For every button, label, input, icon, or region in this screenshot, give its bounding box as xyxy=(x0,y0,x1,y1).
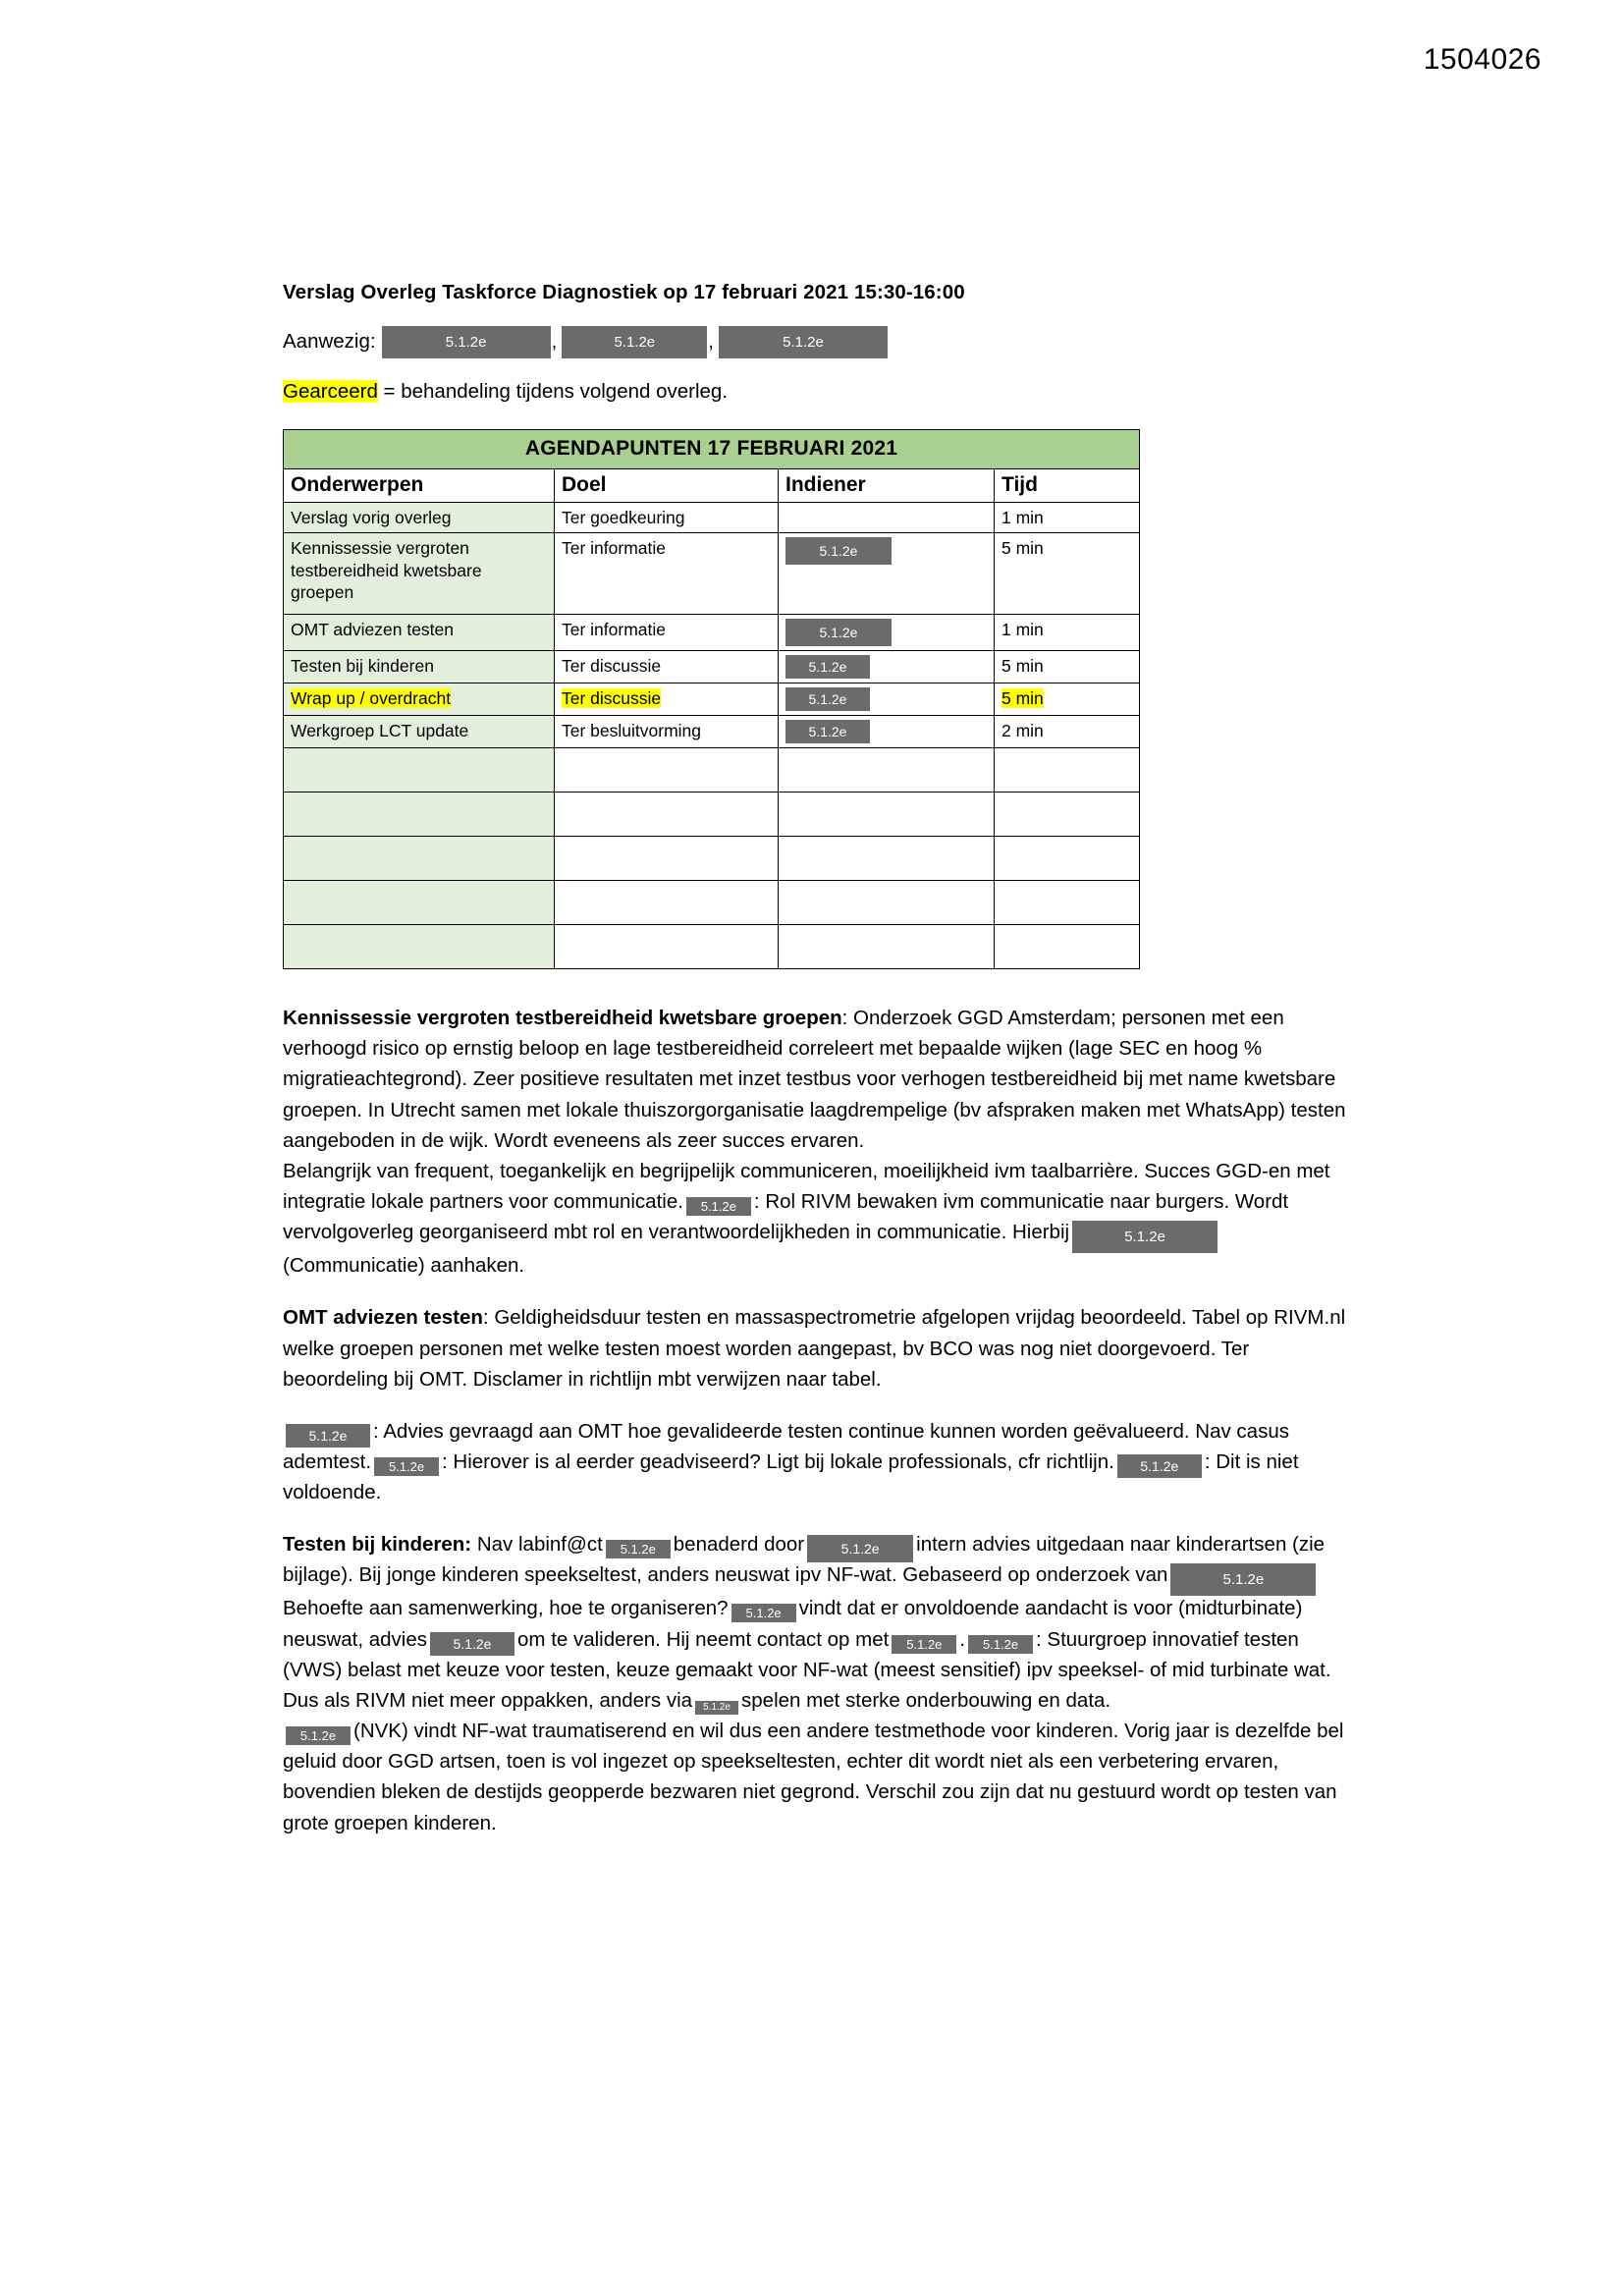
section-kennissessie-text-2a: Belangrijk van frequent, toegankelijk en begrijpelijk communiceren, moeilijkheid ivm taalbarrière. Succes GGD-en met integratie lokale partners voor communicatie. xyxy=(283,1159,1330,1214)
section-kinderen-text-b: benaderd door xyxy=(673,1533,805,1557)
redaction-inline: 5.1.2e xyxy=(892,1635,956,1654)
cell-tijd xyxy=(995,837,1140,881)
cell-doel xyxy=(555,793,779,837)
legend-highlight-word: Gearceerd xyxy=(283,380,378,403)
redaction-inline: 5.1.2e xyxy=(695,1701,738,1715)
table-row-empty xyxy=(284,881,1140,925)
cell-doel-text: Ter discussie xyxy=(562,688,662,709)
redaction-attendee-1: 5.1.2e xyxy=(382,326,551,358)
section-kinderen-text-d: Behoefte aan samenwerking, hoe te organiseren? xyxy=(283,1597,729,1620)
cell-doel: Ter besluitvorming xyxy=(555,716,779,748)
section-kennissessie-heading: Kennissessie vergroten testbereidheid kwetsbare groepen xyxy=(283,1007,842,1030)
cell-tijd: 1 min xyxy=(995,615,1140,651)
redaction-attendee-3: 5.1.2e xyxy=(719,326,888,358)
cell-indiener xyxy=(779,793,995,837)
redaction-indiener: 5.1.2e xyxy=(785,687,870,711)
cell-tijd xyxy=(995,925,1140,969)
redaction-inline: 5.1.2e xyxy=(430,1632,514,1656)
section-kinderen-paragraph-1 xyxy=(283,1529,1353,1716)
cell-onderwerp xyxy=(284,793,555,837)
cell-doel: Ter informatie xyxy=(555,533,779,615)
cell-onderwerp: Werkgroep LCT update xyxy=(284,716,555,748)
cell-doel: Ter discussie xyxy=(555,651,779,683)
cell-onderwerp xyxy=(284,881,555,925)
cell-tijd: 5 min xyxy=(995,533,1140,615)
redaction-inline: 5.1.2e xyxy=(1117,1454,1202,1478)
redaction-inline: 5.1.2e xyxy=(968,1635,1033,1654)
attendees-line xyxy=(283,326,1353,358)
section-omt-text-2b: : Hierover is al eerder geadviseerd? Ligt bij lokale professionals, cfr richtlijn. xyxy=(442,1450,1114,1474)
cell-indiener xyxy=(779,502,995,532)
cell-tijd xyxy=(995,748,1140,793)
table-row xyxy=(284,716,1140,748)
cell-onderwerp: Testen bij kinderen xyxy=(284,651,555,683)
cell-doel xyxy=(555,925,779,969)
section-kennissessie-text-1: : Onderzoek GGD Amsterdam; personen met een verhoogd risico op ernstig beloop en lage testbereidheid correleert met bepaalde wijken (lage SEC en hoog % migratieachtegrond). Zeer positieve resultaten met inzet testbus voor verhogen testbereidheid bij met name kwetsbare groepen. In Utrecht samen met lokale thuiszorgorganisatie laagdrempelige (bv afspraken maken met WhatsApp) testen aangeboden in de wijk. Wordt eveneens als zeer succes ervaren. xyxy=(283,1007,1346,1152)
table-row-empty xyxy=(284,793,1140,837)
cell-indiener xyxy=(779,533,995,615)
document-title: Verslag Overleg Taskforce Diagnostiek op 17 februari 2021 15:30-16:00 xyxy=(283,281,965,303)
cell-onderwerp: Verslag vorig overleg xyxy=(284,502,555,532)
cell-indiener xyxy=(779,925,995,969)
column-header-indiener: Indiener xyxy=(779,468,995,502)
table-row xyxy=(284,651,1140,683)
cell-doel: Ter goedkeuring xyxy=(555,502,779,532)
column-header-tijd: Tijd xyxy=(995,468,1140,502)
section-kinderen-paragraph-2 xyxy=(283,1716,1353,1838)
redaction-attendee-2: 5.1.2e xyxy=(562,326,707,358)
attendees-label: Aanwezig: xyxy=(283,330,376,354)
cell-doel xyxy=(555,683,779,716)
section-kennissessie-paragraph-1 xyxy=(283,1003,1353,1156)
section-kennissessie-text-2c: (Communicatie) aanhaken. xyxy=(283,1254,525,1278)
redaction-inline: 5.1.2e xyxy=(686,1197,751,1216)
cell-onderwerp: Kennissessie vergroten testbereidheid kwetsbare groepen xyxy=(284,533,555,615)
cell-indiener xyxy=(779,615,995,651)
section-omt-paragraph-1 xyxy=(283,1302,1353,1394)
table-row-empty xyxy=(284,925,1140,969)
redaction-inline: 5.1.2e xyxy=(374,1457,439,1476)
cell-doel: Ter informatie xyxy=(555,615,779,651)
section-kennissessie-text-2b: : Rol RIVM bewaken ivm communicatie naar burgers. Wordt vervolgoverleg georganiseerd mbt rol en verantwoordelijkheden in communicatie. Hierbij xyxy=(283,1190,1289,1244)
table-row xyxy=(284,615,1140,651)
section-omt-text-2c: : Dit is niet voldoende. xyxy=(283,1450,1299,1504)
redaction-inline: 5.1.2e xyxy=(1072,1221,1218,1253)
cell-onderwerp xyxy=(284,925,555,969)
cell-doel xyxy=(555,881,779,925)
cell-onderwerp xyxy=(284,683,555,716)
cell-indiener xyxy=(779,716,995,748)
page-number: 1504026 xyxy=(1423,43,1542,76)
section-kinderen-text-c: intern advies uitgedaan naar kinderartsen (zie bijlage). Bij jonge kinderen speekseltest, anders neuswat ipv NF-wat. Gebaseerd op onderzoek van xyxy=(283,1533,1326,1587)
agenda-table xyxy=(283,429,1140,969)
table-row xyxy=(284,502,1140,532)
cell-tijd xyxy=(995,881,1140,925)
section-omt-text-2a: : Advies gevraagd aan OMT hoe gevalideerde testen continue kunnen worden geëvalueerd. Nav casus ademtest. xyxy=(283,1419,1289,1474)
section-omt-paragraph-2 xyxy=(283,1416,1353,1507)
section-kinderen-text-f: om te valideren. Hij neemt contact op met xyxy=(517,1627,890,1651)
cell-indiener xyxy=(779,651,995,683)
redaction-inline: 5.1.2e xyxy=(731,1604,796,1622)
cell-onderwerp xyxy=(284,837,555,881)
column-header-doel: Doel xyxy=(555,468,779,502)
cell-tijd xyxy=(995,793,1140,837)
redaction-inline: 5.1.2e xyxy=(286,1424,370,1448)
cell-tijd: 1 min xyxy=(995,502,1140,532)
cell-indiener xyxy=(779,881,995,925)
attendee-separator-2: , xyxy=(708,330,714,354)
cell-indiener xyxy=(779,748,995,793)
table-row-empty xyxy=(284,837,1140,881)
cell-tijd xyxy=(995,683,1140,716)
redaction-indiener: 5.1.2e xyxy=(785,619,892,646)
cell-onderwerp-text: Wrap up / overdracht xyxy=(291,688,452,709)
section-omt-heading: OMT adviezen testen xyxy=(283,1306,483,1330)
legend-rest: = behandeling tijdens volgend overleg. xyxy=(377,380,729,403)
document-body xyxy=(283,281,1353,1860)
legend-line xyxy=(283,380,1353,404)
redaction-indiener: 5.1.2e xyxy=(785,720,870,743)
cell-onderwerp xyxy=(284,748,555,793)
agenda-table-header-row xyxy=(284,468,1140,502)
section-kinderen-text-g: . xyxy=(959,1627,966,1651)
section-kinderen-text-a: Nav labinf@ct xyxy=(476,1533,603,1557)
section-omt-text-1: : Geldigheidsduur testen en massaspectrometrie afgelopen vrijdag beoordeeld. Tabel op RIVM.nl welke groepen personen met welke testen moest worden aangepast, bv BCO was nog niet doorgevoerd. Ter beoordeling bij OMT. Disclamer in richtlijn mbt verwijzen naar tabel. xyxy=(283,1306,1346,1391)
cell-doel xyxy=(555,837,779,881)
redaction-inline: 5.1.2e xyxy=(606,1540,671,1558)
section-kinderen-text-e: vindt dat er onvoldoende aandacht is voor (midturbinate) neuswat, advies xyxy=(283,1597,1303,1651)
cell-onderwerp: OMT adviezen testen xyxy=(284,615,555,651)
redaction-indiener: 5.1.2e xyxy=(785,655,870,679)
section-kennissessie-paragraph-2 xyxy=(283,1156,1353,1281)
attendee-separator-1: , xyxy=(551,330,558,354)
column-header-onderwerpen: Onderwerpen xyxy=(284,468,555,502)
section-kinderen-text-j: (NVK) vindt NF-wat traumatiserend en wil dus een andere testmethode voor kinderen. Vorig jaar is dezelfde bel geluid door GGD artsen, toen is vol ingezet op speekseltesten, echter dit wordt niet als een verbetering ervaren, bovendien bleken de destijds geopperde bezwaren niet gegrond. Verschil zou zijn dat nu gestuurd wordt op testen van grote groepen kinderen. xyxy=(283,1720,1344,1834)
cell-tijd: 2 min xyxy=(995,716,1140,748)
cell-indiener xyxy=(779,837,995,881)
agenda-table-title-row xyxy=(284,430,1140,469)
table-row-empty xyxy=(284,748,1140,793)
table-row xyxy=(284,533,1140,615)
redaction-inline: 5.1.2e xyxy=(807,1535,913,1562)
section-kinderen-text-i: spelen met sterke onderbouwing en data. xyxy=(741,1688,1111,1712)
agenda-table-title: AGENDAPUNTEN 17 FEBRUARI 2021 xyxy=(284,430,1140,469)
section-kinderen-heading: Testen bij kinderen: xyxy=(283,1533,472,1557)
redaction-inline: 5.1.2e xyxy=(1170,1563,1316,1596)
cell-tijd-text: 5 min xyxy=(1001,688,1044,709)
redaction-inline: 5.1.2e xyxy=(286,1726,351,1745)
cell-doel xyxy=(555,748,779,793)
cell-tijd: 5 min xyxy=(995,651,1140,683)
redaction-indiener: 5.1.2e xyxy=(785,537,892,565)
cell-indiener xyxy=(779,683,995,716)
table-row xyxy=(284,683,1140,716)
section-kinderen-text-h: : Stuurgroep innovatief testen (VWS) belast met keuze voor testen, keuze gemaakt voor NF-wat (meest sensitief) ipv speeksel- of mid turbinate wat. Dus als RIVM niet meer oppakken, anders via xyxy=(283,1627,1331,1712)
